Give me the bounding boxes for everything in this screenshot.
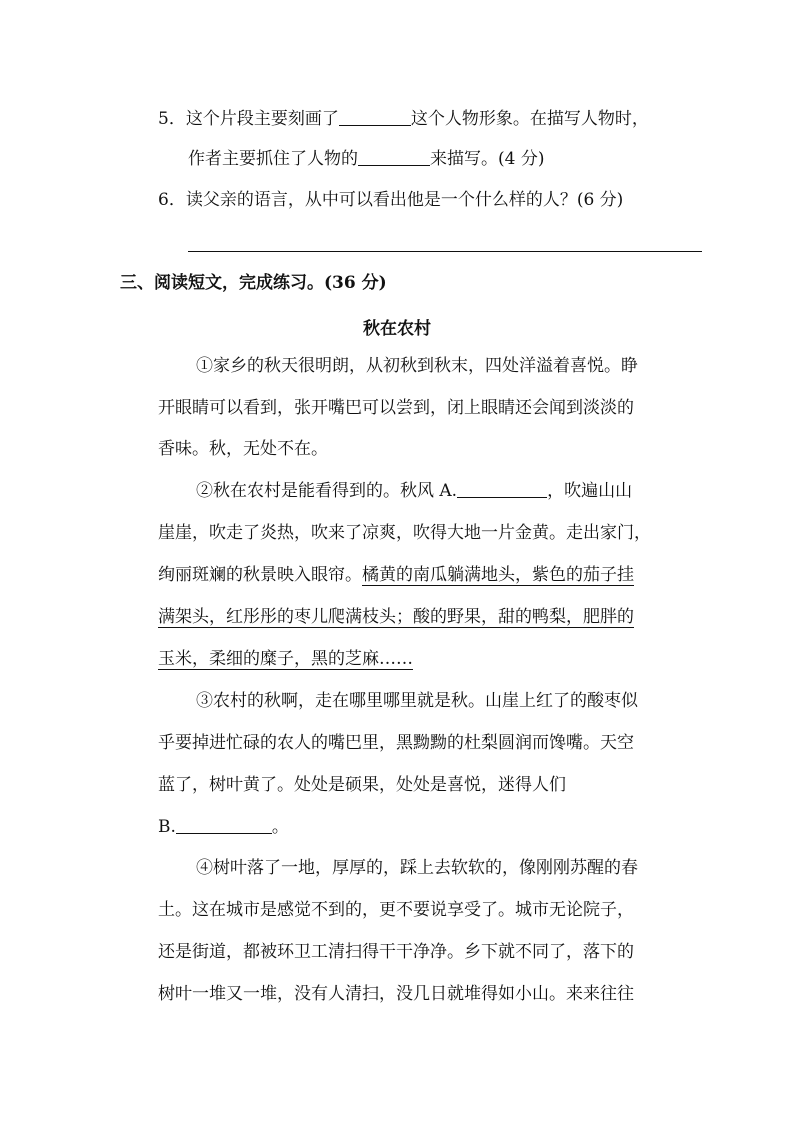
paragraph-3-text-a: B. (158, 817, 176, 837)
paragraph-2-text-b: ，吹遍山山 (547, 481, 633, 501)
question-5-text-b: 这个人物形象。在描写人物时， (410, 109, 649, 129)
question-5-text-c: 作者主要抓住了人物的 (188, 149, 358, 169)
article-title: 秋在农村 (363, 319, 431, 339)
paragraph-1-line-3: 香味。秋，无处不在。 (158, 439, 328, 459)
answer-blank-a[interactable] (457, 479, 547, 498)
paragraph-3-text-b: 。 (271, 817, 289, 837)
answer-blank-5a[interactable] (339, 107, 411, 126)
paragraph-2-line-3 (158, 563, 634, 587)
answer-blank-5b[interactable] (358, 147, 430, 166)
answer-blank-b[interactable] (176, 815, 272, 834)
underlined-sentence-part-3: 玉米，柔细的糜子，黑的芝麻…… (158, 649, 413, 669)
underlined-sentence-part-2: 满架头，红彤彤的枣儿爬满枝头；酸的野果，甜的鸭梨，肥胖的 (158, 607, 634, 627)
paragraph-1-line-2: 开眼睛可以看到，张开嘴巴可以尝到，闭上眼睛还会闻到淡淡的 (158, 398, 634, 418)
question-5-text-d: 来描写。(4 分) (430, 149, 545, 169)
paragraph-2-text-c: 绚丽斑斓的秋景映入眼帘。 (158, 565, 362, 585)
paragraph-4-line-2: 土。这在城市是感觉不到的，更不要说享受了。城市无论院子， (158, 900, 634, 920)
question-6: 6．读父亲的语言，从中可以看出他是一个什么样的人？(6 分) (158, 190, 624, 210)
paragraph-2-line-2: 崖崖，吹走了炎热，吹来了凉爽，吹得大地一片金黄。走出家门， (158, 523, 651, 543)
paragraph-2-line-1 (196, 479, 632, 503)
section-3-heading: 三、阅读短文，完成练习。(36 分) (120, 273, 387, 293)
paragraph-2-line-5 (158, 647, 413, 671)
underlined-sentence-part-1: 橘黄的南瓜躺满地头，紫色的茄子挂 (362, 565, 634, 585)
paragraph-3-line-3: 蓝了，树叶黄了。处处是硕果，处处是喜悦，迷得人们 (158, 775, 566, 795)
paragraph-4-line-3: 还是街道，都被环卫工清扫得干干净净。乡下就不同了，落下的 (158, 942, 634, 962)
paragraph-4-line-1: ④树叶落了一地，厚厚的，踩上去软软的，像刚刚苏醒的春 (196, 858, 638, 878)
question-5-line-2 (188, 147, 544, 171)
paragraph-2-text-a: ②秋在农村是能看得到的。秋风 A. (196, 481, 458, 501)
paragraph-1-line-1: ①家乡的秋天很明朗，从初秋到秋末，四处洋溢着喜悦。睁 (196, 356, 638, 376)
paragraph-3-line-1: ③农村的秋啊，走在哪里哪里就是秋。山崖上红了的酸枣似 (196, 691, 638, 711)
paragraph-2-line-4 (158, 605, 634, 629)
paragraph-3-line-4 (158, 815, 289, 839)
question-5-text-a: 5．这个片段主要刻画了 (158, 109, 339, 129)
paragraph-4-line-4: 树叶一堆又一堆，没有人清扫，没几日就堆得如小山。来来往往 (158, 984, 634, 1004)
paragraph-3-line-2: 乎要掉进忙碌的农人的嘴巴里，黑黝黝的杜梨圆润而馋嘴。天空 (158, 733, 634, 753)
question-5-line-1 (158, 107, 649, 131)
answer-line-6[interactable] (188, 251, 702, 252)
